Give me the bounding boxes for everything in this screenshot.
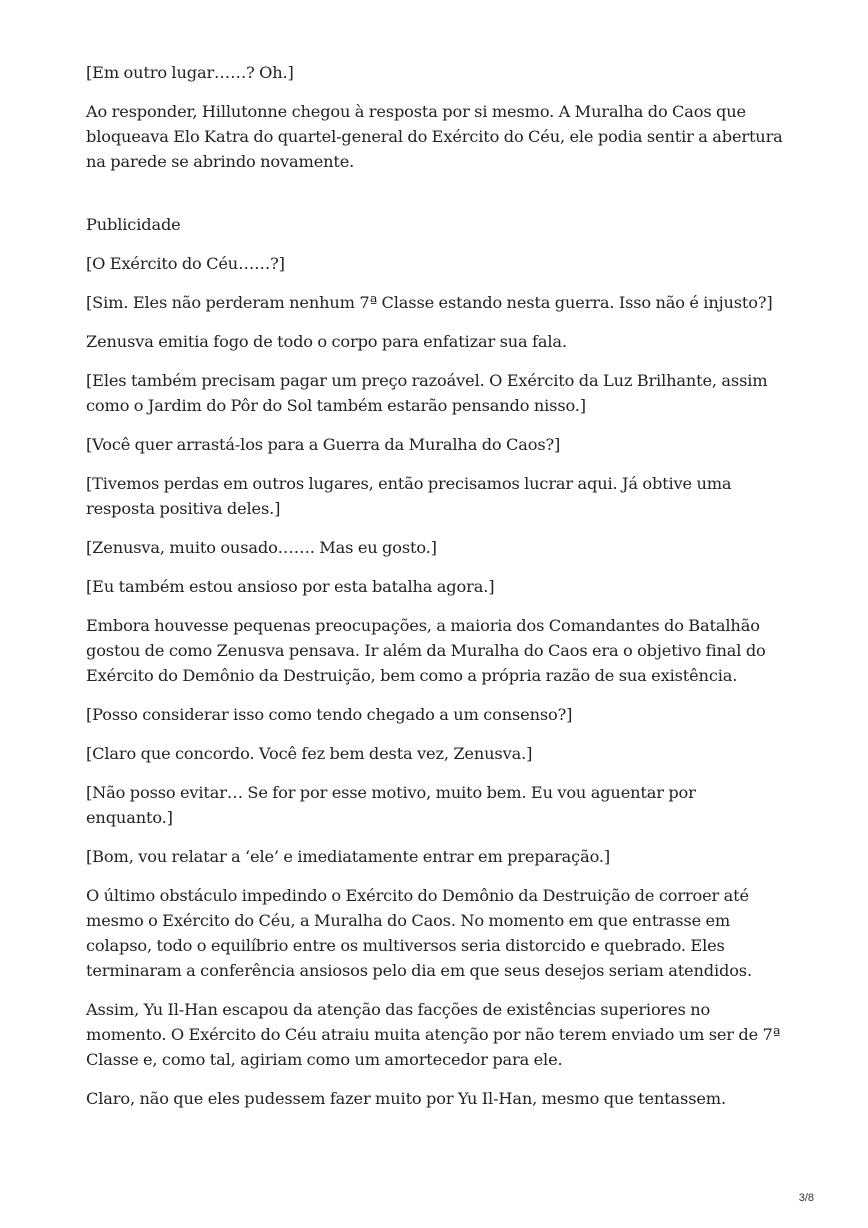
paragraph: [Tivemos perdas em outros lugares, então precisamos lucrar aqui. Já obtive uma resposta positiva deles.] bbox=[86, 474, 732, 518]
paragraph: Ao responder, Hillutonne chegou à resposta por si mesmo. A Muralha do Caos que bloqueava Elo Katra do quartel-general do Exército do Céu, ele podia sentir a abertura na parede se abrindo novamente. bbox=[86, 102, 783, 171]
paragraph: [Zenusva, muito ousado……. Mas eu gosto.] bbox=[86, 538, 437, 557]
paragraph: [Bom, vou relatar a ‘ele’ e imediatamente entrar em preparação.] bbox=[86, 847, 611, 866]
paragraph: [Posso considerar isso como tendo chegado a um consenso?] bbox=[86, 705, 573, 724]
paragraph: Embora houvesse pequenas preocupações, a maioria dos Comandantes do Batalhão gostou de como Zenusva pensava. Ir além da Muralha do Caos era o objetivo final do Exército do Demônio da Destruição, bem como a própria razão de sua existência. bbox=[86, 616, 766, 685]
document-page bbox=[86, 60, 786, 1125]
paragraph: [Eles também precisam pagar um preço razoável. O Exército da Luz Brilhante, assim como o Jardim do Pôr do Sol também estarão pensando nisso.] bbox=[86, 371, 768, 415]
paragraph: [Eu também estou ansioso por esta batalha agora.] bbox=[86, 577, 495, 596]
paragraph: O último obstáculo impedindo o Exército do Demônio da Destruição de corroer até mesmo o Exército do Céu, a Muralha do Caos. No momento em que entrasse em colapso, todo o equilíbrio entre os multiversos seria distorcido e quebrado. Eles terminaram a conferência ansiosos pelo dia em que seus desejos seriam atendidos. bbox=[86, 886, 752, 980]
advertisement-label: Publicidade bbox=[86, 215, 181, 234]
paragraph: [Em outro lugar……? Oh.] bbox=[86, 63, 294, 82]
paragraph: Zenusva emitia fogo de todo o corpo para enfatizar sua fala. bbox=[86, 332, 567, 351]
paragraph: Assim, Yu Il-Han escapou da atenção das facções de existências superiores no momento. O Exército do Céu atraiu muita atenção por não terem enviado um ser de 7ª Classe e, como tal, agiriam como um amortecedor para ele. bbox=[86, 1000, 781, 1069]
page-number: 3/8 bbox=[798, 1192, 814, 1204]
paragraph: [Não posso evitar… Se for por esse motivo, muito bem. Eu vou aguentar por enquanto.] bbox=[86, 783, 696, 827]
paragraph: [O Exército do Céu……?] bbox=[86, 254, 285, 273]
paragraph: [Você quer arrastá-los para a Guerra da Muralha do Caos?] bbox=[86, 435, 561, 454]
paragraph: [Sim. Eles não perderam nenhum 7ª Classe estando nesta guerra. Isso não é injusto?] bbox=[86, 293, 773, 312]
paragraph: [Claro que concordo. Você fez bem desta vez, Zenusva.] bbox=[86, 744, 533, 763]
paragraph: Claro, não que eles pudessem fazer muito por Yu Il-Han, mesmo que tentassem. bbox=[86, 1089, 726, 1108]
